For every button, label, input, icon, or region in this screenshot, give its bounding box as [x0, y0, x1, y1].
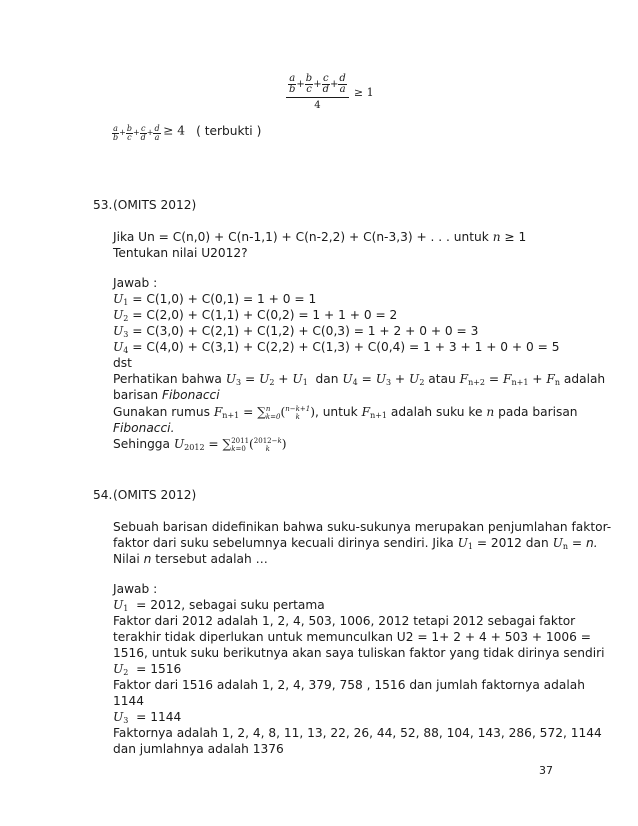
problem-54-p3: Nilai n tersebut adalah …	[113, 552, 268, 566]
problem-53-line-u2: $U_2 = C(2,0) + C(1,1) + C(0,2) = 1 + 1 + 0 = 2$	[113, 308, 398, 323]
second-inequality: $\frac{a}{b}$ + $\frac{b}{c}$ + $\frac{c}{d}$ + $\frac{d}{a}$ ≥ 4 ( terbukti )	[113, 123, 262, 142]
page-number: 37	[539, 764, 553, 777]
problem-54-l3: terakhir tidak diperlukan untuk memunculkan U2 = 1+ 2 + 4 + 503 + 1006 =	[113, 630, 592, 644]
problem-53-line-u1: $U_1 = C(1,0) + C(0,1) = 1 + 0 = 1$	[113, 292, 317, 307]
problem-53-answer-label: Jawab :	[113, 276, 158, 290]
problem-53-conclusion: Sehingga $U_{2012}$ = ∑ 2011 k=0 ( 2012−k k )	[113, 436, 287, 453]
problem-53-question: Tentukan nilai U2012?	[113, 246, 248, 260]
problem-53-source: (OMITS 2012)	[113, 198, 197, 212]
problem-54-p1: Sebuah barisan didefinikan bahwa suku-sukunya merupakan penjumlahan faktor-	[113, 520, 612, 534]
problem-54-l8: $U_3 = 1144$	[113, 710, 182, 725]
problem-53-statement: Jika Un = C(n,0) + C(n-1,1) + C(n-2,2) + C(n-3,3) + . . . untuk n ≥ 1	[113, 230, 527, 244]
problem-54-number: 54.	[93, 488, 113, 502]
problem-54-answer-label: Jawab :	[113, 582, 158, 596]
problem-53-formula: Gunakan rumus $F_{n+1}$ = ∑ n k=0 ( n−k+1 k ), untuk $F_{n+1}$ adalah suku ke n pada barisan	[113, 404, 578, 421]
problem-53-fibonacci-2: Fibonacci.	[113, 421, 175, 435]
problem-54-source: (OMITS 2012)	[113, 488, 197, 502]
problem-53-number: 53.	[93, 198, 113, 212]
problem-53-fibonacci: barisan Fibonacci	[113, 388, 220, 402]
problem-54-l7: 1144	[113, 694, 145, 708]
problem-54-l2: Faktor dari 2012 adalah 1, 2, 4, 503, 1006, 2012 tetapi 2012 sebagai faktor	[113, 614, 576, 628]
top-inequality: $\frac{a}{b}$ + $\frac{b}{c}$ + $\frac{c}{d}$ + $\frac{d}{a}$ 4 ≥ 1	[286, 74, 374, 111]
problem-53-dst: dst	[113, 356, 132, 370]
problem-53-observation: Perhatikan bahwa $U_3 = U_2 + U_1$ dan $U_4 = U_3 + U_2$ atau $F_{n+2} = F_{n+1} + F_n$ adalah	[113, 372, 606, 387]
problem-54-l9: Faktornya adalah 1, 2, 4, 8, 11, 13, 22, 26, 44, 52, 88, 104, 143, 286, 572, 1144	[113, 726, 602, 740]
problem-54-l6: Faktor dari 1516 adalah 1, 2, 4, 379, 758 , 1516 dan jumlah faktornya adalah	[113, 678, 585, 692]
problem-54-p2: faktor dari suku sebelumnya kecuali dirinya sendiri. Jika $U_1 = 2012$ dan $U_n = n$.	[113, 536, 598, 551]
problem-54-l4: 1516, untuk suku berikutnya akan saya tuliskan faktor yang tidak dirinya sendiri	[113, 646, 605, 660]
problem-54-l10: dan jumlahnya adalah 1376	[113, 742, 284, 756]
problem-53-line-u3: $U_3 = C(3,0) + C(2,1) + C(1,2) + C(0,3) = 1 + 2 + 0 + 0 = 3$	[113, 324, 479, 339]
problem-54-l5: $U_2 = 1516$	[113, 662, 182, 677]
problem-54-l1: $U_1 = 2012$, sebagai suku pertama	[113, 598, 325, 613]
problem-53-line-u4: $U_4 = C(4,0) + C(3,1) + C(2,2) + C(1,3) + C(0,4) = 1 + 3 + 1 + 0 + 0 = 5$	[113, 340, 560, 355]
